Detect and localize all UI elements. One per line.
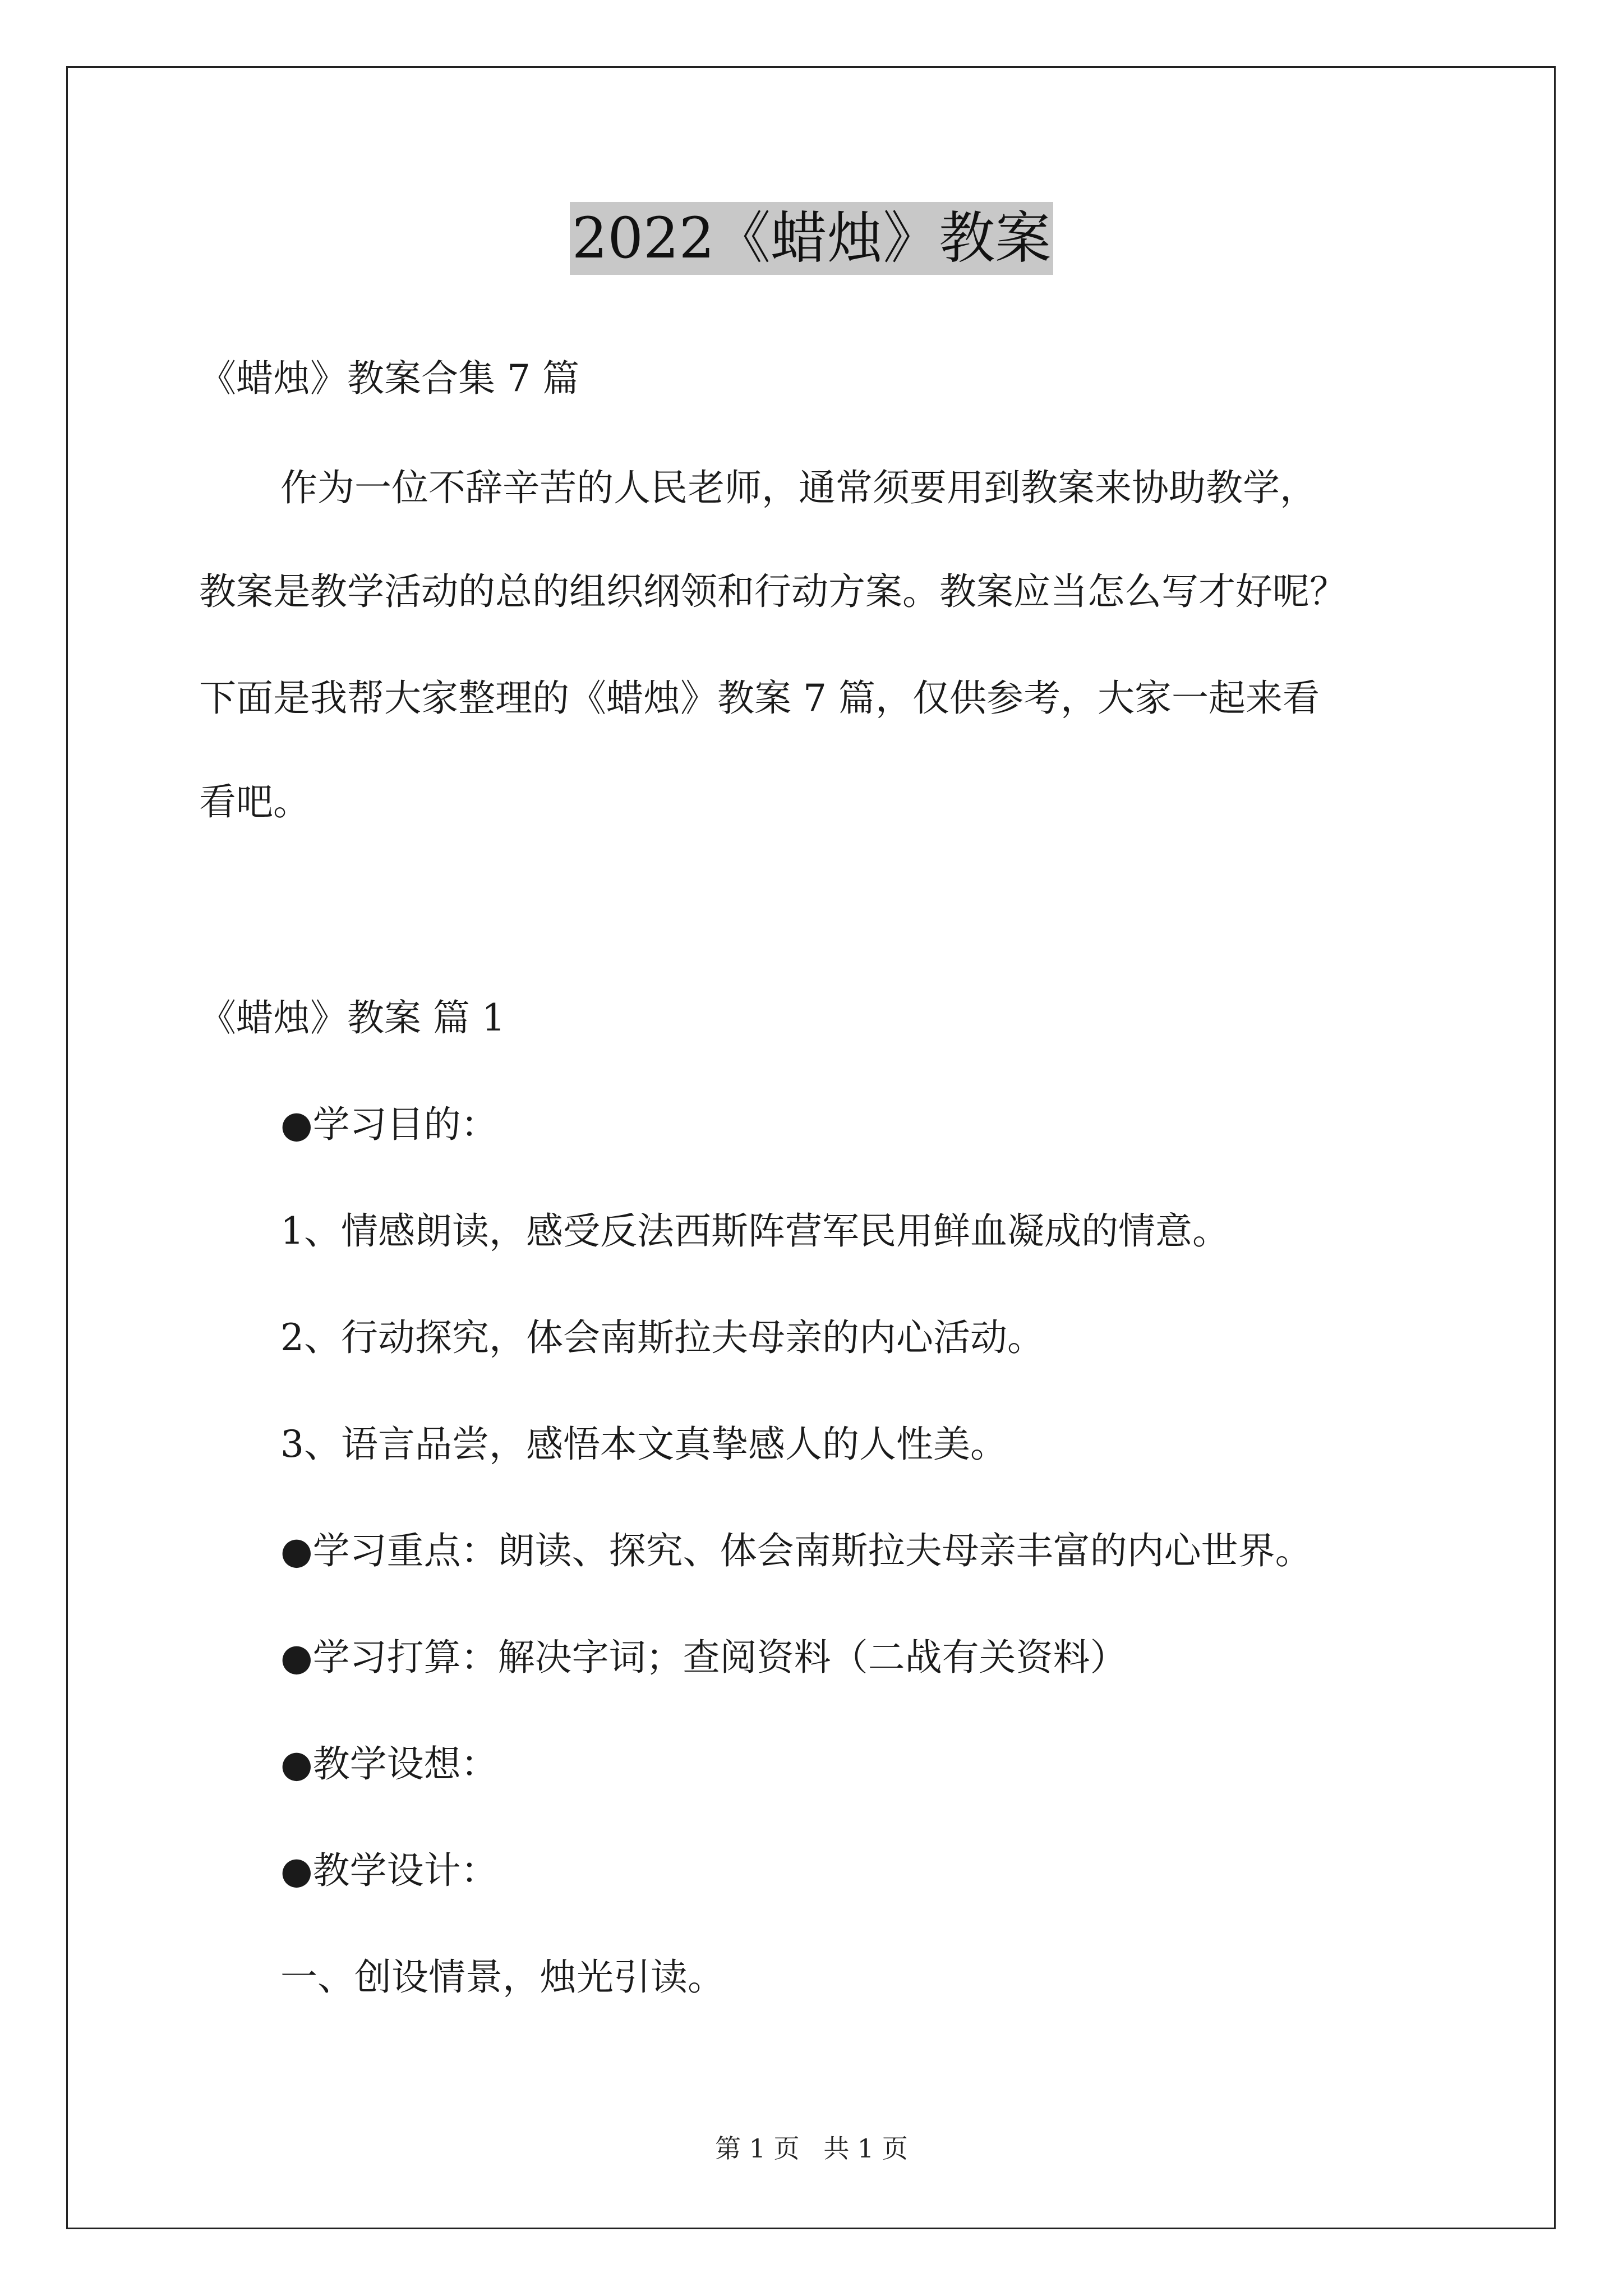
body-line-2: 1、情感朗读，感受反法西斯阵营军民用鲜血凝成的情意。 [280,1209,1229,1253]
body-line-3: 2、行动探究，体会南斯拉夫母亲的内心活动。 [280,1316,1044,1359]
body-line-5: ●学习重点：朗读、探究、体会南斯拉夫母亲丰富的内心世界。 [280,1529,1312,1572]
body-line-6: ●学习打算：解决字词；查阅资料（二战有关资料） [280,1636,1127,1679]
document-subtitle: 《蜡烛》教案合集 7 篇 [199,357,579,400]
body-line-4: 3、语言品尝，感悟本文真挚感人的人性美。 [280,1423,1007,1466]
section-heading: 《蜡烛》教案 篇 1 [199,996,505,1039]
body-line-1: ●学习目的： [280,1103,498,1146]
intro-line-3: 下面是我帮大家整理的《蜡烛》教案 7 篇，仅供参考，大家一起来看 [199,677,1320,720]
intro-line-2: 教案是教学活动的总的组织纲领和行动方案。教案应当怎么写才好呢？ [199,570,1347,613]
page-footer [0,2132,1623,2165]
body-line-9: 一、创设情景，烛光引读。 [280,1955,725,1999]
body-line-8: ●教学设计： [280,1849,498,1892]
intro-line-4: 看吧。 [199,780,310,823]
title-container [0,202,1623,275]
body-line-7: ●教学设想： [280,1742,498,1786]
page-total: 共 1 页 [823,2133,908,2164]
intro-line-1: 作为一位不辞辛苦的人民老师，通常须要用到教案来协助教学， [280,466,1317,509]
document-title: 2022《蜡烛》教案 [570,202,1054,275]
page-number: 第 1 页 [715,2133,800,2164]
